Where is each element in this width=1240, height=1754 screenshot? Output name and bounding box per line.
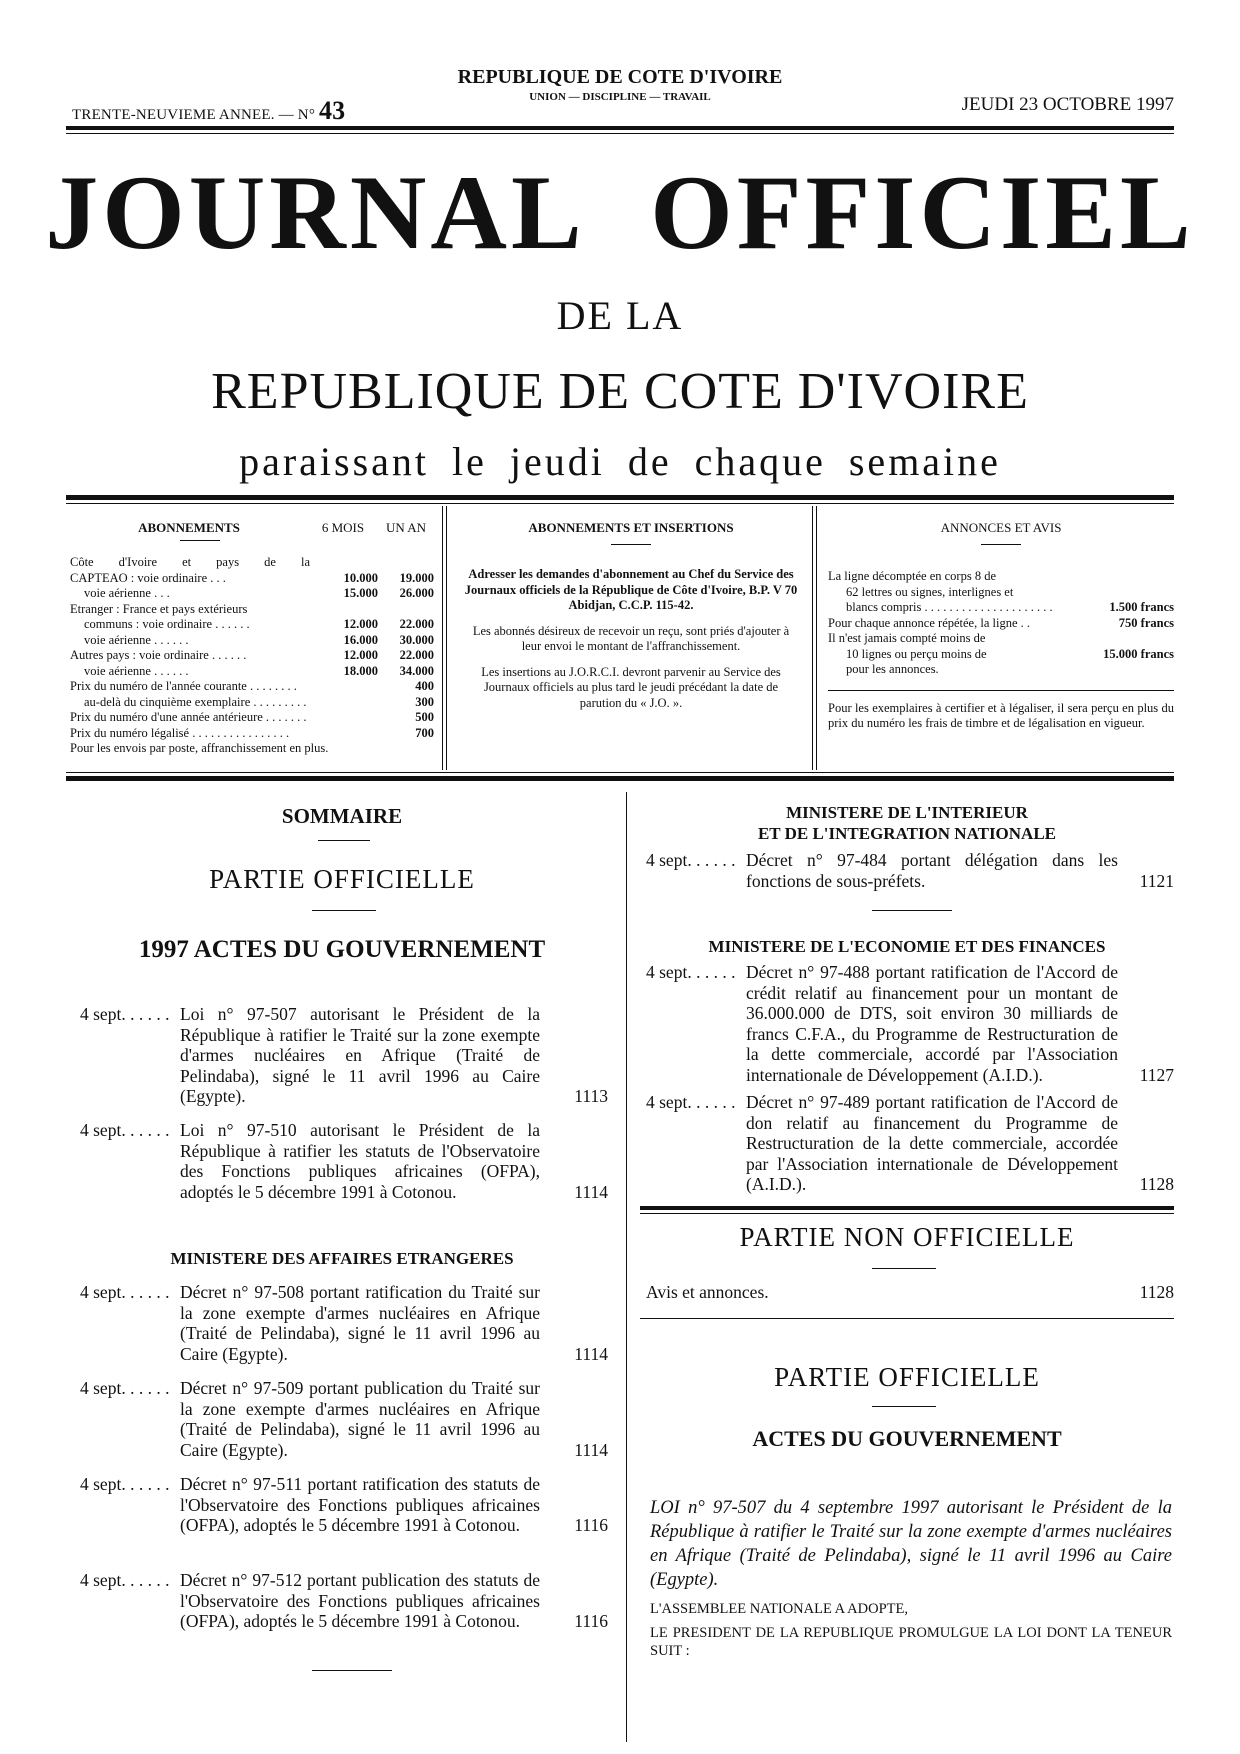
annonces-block <box>828 520 1174 732</box>
masthead-de-la: DE LA <box>556 293 684 338</box>
entry-page: 1116 <box>574 1515 608 1535</box>
entry-date: 4 sept. . . . . . <box>80 1004 170 1024</box>
annonces-v2: 750 francs <box>1118 615 1174 630</box>
price-label: Prix du numéro légalisé . . . . . . . . . . . . . . . . <box>70 725 290 740</box>
partie-rule <box>312 910 376 911</box>
box-divider-1 <box>442 506 443 770</box>
ministere-interieur-l1: MINISTERE DE L'INTERIEUR <box>786 803 1028 822</box>
box-divider-2 <box>812 506 813 770</box>
insertions-p3: Les insertions au J.O.R.C.I. devront parvenir au Service des Journaux officiels au plus tard le jeudi précédant la date de parution du « J.O. ». <box>481 664 781 710</box>
entry-desc: Loi n° 97-510 autorisant le Président de la République à ratifier les statuts de l'Observatoire des Fonctions publiques africaines (OFPA), adoptés le 5 décembre 1991 à Cotonou. <box>180 1120 540 1202</box>
abonnement-unan: 34.000 <box>399 663 434 678</box>
entry-desc: Décret n° 97-489 portant ratification de l'Accord de don relatif au financement du Programme de Restructuration de la dette commerciale, accordée par l'Association internationale de Développement (A.I.D.). <box>746 1092 1118 1194</box>
entry-desc: Décret n° 97-484 portant délégation dans les fonctions de sous-préfets. <box>746 850 1118 891</box>
abonnement-unan: 26.000 <box>399 586 434 600</box>
entry-loi-97-510 <box>80 1120 608 1202</box>
issue-number: 43 <box>318 96 346 125</box>
entry-date: 4 sept. . . . . . <box>646 850 736 870</box>
issue-date: JEUDI 23 OCTOBRE 1997 <box>961 94 1174 115</box>
entry-decret-97-484 <box>646 850 1174 891</box>
masthead-rule-thin <box>66 503 1174 504</box>
header-motto: UNION — DISCIPLINE — TRAVAIL <box>529 91 711 103</box>
abonnement-unan: 30.000 <box>399 632 434 647</box>
avis-rule <box>640 1318 1174 1319</box>
header-republic-block <box>400 66 840 103</box>
price-row <box>70 726 434 742</box>
ministere-affaires-etrangeres: MINISTERE DES AFFAIRES ETRANGERES <box>170 1249 514 1268</box>
abonnement-6mois: 10.000 <box>343 570 378 585</box>
abonnements-footer: Pour les envois par poste, affranchissement en plus. <box>70 741 329 755</box>
right-partie-rule <box>872 1406 936 1407</box>
abonnements-title-rule <box>180 540 220 541</box>
loi-97-507-title: LOI n° 97-507 du 4 septembre 1997 autorisant le Président de la République à ratifier le Traité sur la zone exempte d'armes nucléaires en Afrique (Traité de Pelindaba), signé le 11 avril 1996 au Caire (Egypte). <box>650 1498 1172 1590</box>
abonnement-unan: 22.000 <box>399 617 434 631</box>
abonnement-label: CAPTEAO : voie ordinaire . . . <box>70 570 226 585</box>
avis-label: Avis et annonces. <box>646 1282 769 1302</box>
left-end-rule <box>312 1670 392 1671</box>
entry-page: 1114 <box>574 1439 608 1460</box>
abonnement-unan: 22.000 <box>399 648 434 662</box>
annonces-v3: 15.000 francs <box>1103 646 1174 661</box>
price-label: Prix du numéro de l'année courante . . . . . . . . <box>70 679 297 693</box>
price-value: 700 <box>415 725 434 740</box>
annonces-p2: Pour les exemplaires à certifier et à légaliser, il sera perçu en plus du prix du numéro les frais de timbre et de légalisation en vigueur. <box>828 700 1174 730</box>
box-bottom-rule-thin <box>66 772 1174 773</box>
entry-desc: Décret n° 97-509 portant publication du Traité sur la zone exempte d'armes nucléaires en Afrique (Traité de Pelindaba), signé le 11 avril 1996 au Caire (Egypte). <box>180 1378 540 1460</box>
abonnement-label: communs : voie ordinaire . . . . . . <box>84 617 250 631</box>
sommaire-title: SOMMAIRE <box>281 804 403 828</box>
price-value: 300 <box>415 694 434 709</box>
entry-decret-97-509 <box>80 1378 608 1460</box>
left-actes-title: 1997 ACTES DU GOUVERNEMENT <box>138 936 546 963</box>
abonnements-line1: Côte d'Ivoire et pays de la <box>70 555 310 569</box>
president-promulgue: LE PRESIDENT DE LA REPUBLIQUE PROMULGUE LA LOI DONT LA TENEUR SUIT : <box>650 1625 1172 1659</box>
ministere-interieur <box>640 802 1174 844</box>
annonces-l2: 62 lettres ou signes, interlignes et <box>846 584 1014 599</box>
price-label: Prix du numéro d'une année antérieure . . . . . . . <box>70 710 307 724</box>
right-rule-1 <box>872 910 952 911</box>
entry-page: 1114 <box>574 1181 608 1202</box>
entry-date: 4 sept. . . . . . <box>80 1282 170 1302</box>
annonces-l4: Pour chaque annonce répétée, la ligne . . <box>828 615 1030 630</box>
entry-desc: Décret n° 97-488 portant ratification de l'Accord de crédit relatif au financement pour un montant de 36.000.000 de DTS, soit environ 30 milliards de francs C.F.A., du Programme de Restructuration de la dette commerciale, accordé par l'Association internationale de Développement (A.I.D.). <box>746 962 1118 1085</box>
right-partie-officielle: PARTIE OFFICIELLE <box>774 1362 1040 1392</box>
header-republic: REPUBLIQUE DE COTE D'IVOIRE <box>457 66 783 88</box>
entry-date: 4 sept. . . . . . <box>646 962 736 982</box>
price-row <box>70 679 434 695</box>
insertions-p1: Adresser les demandes d'abonnement au Chef du Service des Journaux officiels de la République de Côte d'Ivoire, B.P. V 70 Abidjan, C.C.P. 115-42. <box>464 567 798 612</box>
ministere-interieur-l2: ET DE L'INTEGRATION NATIONALE <box>757 824 1057 843</box>
left-partie-officielle: PARTIE OFFICIELLE <box>209 864 475 894</box>
sommaire-rule <box>318 840 370 841</box>
year-label: TRENTE-NEUVIEME ANNEE. — N° <box>72 107 316 123</box>
entry-desc: Décret n° 97-508 portant ratification du Traité sur la zone exempte d'armes nucléaires en Afrique (Traité de Pelindaba), signé le 11 avril 1996 au Caire (Egypte). <box>180 1282 540 1364</box>
masthead-republic: REPUBLIQUE DE COTE D'IVOIRE <box>211 363 1029 420</box>
annonces-title: ANNONCES ET AVIS <box>940 520 1062 535</box>
entry-desc: Loi n° 97-507 autorisant le Président de la République à ratifier le Traité sur la zone exempte d'armes nucléaires en Afrique (Traité de Pelindaba), signé le 11 avril 1996 au Caire (Egypte). <box>180 1004 540 1106</box>
right-actes-title: ACTES DU GOUVERNEMENT <box>752 1426 1062 1451</box>
abonnements-block <box>70 520 434 757</box>
col-unan: UN AN <box>385 520 427 535</box>
insertions-title-rule <box>611 544 651 545</box>
abonnement-label: voie aérienne . . . . . . <box>84 632 189 647</box>
abonnements-rows <box>70 571 434 680</box>
entry-date: 4 sept. . . . . . <box>80 1474 170 1494</box>
ministere-economie: MINISTERE DE L'ECONOMIE ET DES FINANCES <box>708 937 1106 956</box>
entry-decret-97-512 <box>80 1570 608 1632</box>
annonces-l1: La ligne décomptée en corps 8 de <box>828 569 996 583</box>
entry-date: 4 sept. . . . . . <box>80 1570 170 1590</box>
entry-desc: Décret n° 97-511 portant ratification des statuts de l'Observatoire des Fonctions publiques africaines (OFPA), adoptés le 5 décembre 1991 à Cotonou. <box>180 1474 540 1535</box>
abonnement-unan: 19.000 <box>399 570 434 585</box>
abonnements-title: ABONNEMENTS <box>138 520 240 535</box>
entry-decret-97-511 <box>80 1474 608 1536</box>
masthead-subtitle: paraissant le jeudi de chaque semaine <box>239 439 1001 484</box>
box-divider-2b <box>816 506 817 770</box>
annonces-l3: blancs compris . . . . . . . . . . . . . . . . . . . . . <box>846 600 1053 614</box>
avis-page: 1128 <box>1139 1282 1174 1302</box>
annonces-l6: 10 lignes ou perçu moins de <box>846 646 987 661</box>
partie-non-officielle: PARTIE NON OFFICIELLE <box>739 1222 1075 1252</box>
annonces-v1: 1.500 francs <box>1109 600 1174 614</box>
abonnement-row <box>70 571 434 587</box>
abonnement-6mois: 18.000 <box>343 663 378 678</box>
non-officielle-title-rule <box>872 1268 936 1269</box>
assemblee-adopte: L'ASSEMBLEE NATIONALE A ADOPTE, <box>650 1601 908 1617</box>
abonnement-label: voie aérienne . . . <box>84 586 170 600</box>
entry-avis-annonces <box>646 1282 1174 1303</box>
annonces-title-rule <box>981 544 1021 545</box>
entry-decret-97-508 <box>80 1282 608 1364</box>
entry-page: 1116 <box>574 1611 608 1631</box>
entry-desc: Décret n° 97-512 portant publication des statuts de l'Observatoire des Fonctions publiques africaines (OFPA), adoptés le 5 décembre 1991 à Cotonou. <box>180 1570 540 1631</box>
abonnement-row <box>70 648 434 664</box>
price-row <box>70 710 434 726</box>
insertions-block <box>462 520 800 711</box>
entry-page: 1114 <box>574 1343 608 1364</box>
entry-date: 4 sept. . . . . . <box>646 1092 736 1112</box>
box-divider-1b <box>446 506 447 770</box>
journal-title: JOURNAL OFFICIEL <box>45 154 1195 271</box>
abonnement-6mois: 15.000 <box>343 586 378 600</box>
price-value: 400 <box>415 679 434 693</box>
entry-date: 4 sept. . . . . . <box>80 1378 170 1398</box>
price-rows <box>70 679 434 741</box>
non-officielle-rule <box>640 1206 1174 1210</box>
entry-page: 1127 <box>1139 1064 1174 1085</box>
entry-page: 1128 <box>1139 1174 1174 1194</box>
abonnement-6mois: 12.000 <box>343 648 378 662</box>
entry-page: 1121 <box>1139 870 1174 891</box>
annonces-l7: pour les annonces. <box>846 662 939 676</box>
annonces-rule <box>828 690 1174 691</box>
annonces-l5: Il n'est jamais compté moins de <box>828 631 986 645</box>
abonnement-row <box>70 602 434 618</box>
abonnement-label: voie aérienne . . . . . . <box>84 663 189 678</box>
abonnement-label: Autres pays : voie ordinaire . . . . . . <box>70 648 247 662</box>
abonnement-row <box>70 617 434 633</box>
abonnement-row <box>70 586 434 602</box>
abonnement-row <box>70 633 434 649</box>
price-row <box>70 695 434 711</box>
abonnement-row <box>70 664 434 680</box>
column-divider <box>626 792 627 1742</box>
insertions-p2: Les abonnés désireux de recevoir un reçu, sont priés d'ajouter à leur envoi le montant de l'affranchissement. <box>472 623 790 653</box>
entry-loi-97-507 <box>80 1004 608 1107</box>
entry-date: 4 sept. . . . . . <box>80 1120 170 1140</box>
issue-label <box>72 96 345 126</box>
abonnement-6mois: 12.000 <box>343 617 378 631</box>
abonnement-6mois <box>314 602 378 618</box>
col-6mois: 6 MOIS <box>321 520 365 535</box>
entry-page: 1113 <box>574 1086 608 1106</box>
abonnement-unan <box>378 602 434 618</box>
insertions-title: ABONNEMENTS ET INSERTIONS <box>528 520 734 535</box>
header-rule <box>66 126 1174 130</box>
non-officielle-rule-thin <box>640 1213 1174 1214</box>
box-bottom-rule <box>66 776 1174 781</box>
price-value: 500 <box>415 710 434 724</box>
price-label: au-delà du cinquième exemplaire . . . . . . . . . <box>84 694 307 709</box>
header-rule-thin <box>66 133 1174 134</box>
entry-decret-97-488 <box>646 962 1174 1085</box>
abonnement-6mois: 16.000 <box>343 632 378 647</box>
entry-decret-97-489 <box>646 1092 1174 1195</box>
abonnement-label: Etranger : France et pays extérieurs <box>70 601 248 616</box>
masthead-rule <box>66 495 1174 500</box>
